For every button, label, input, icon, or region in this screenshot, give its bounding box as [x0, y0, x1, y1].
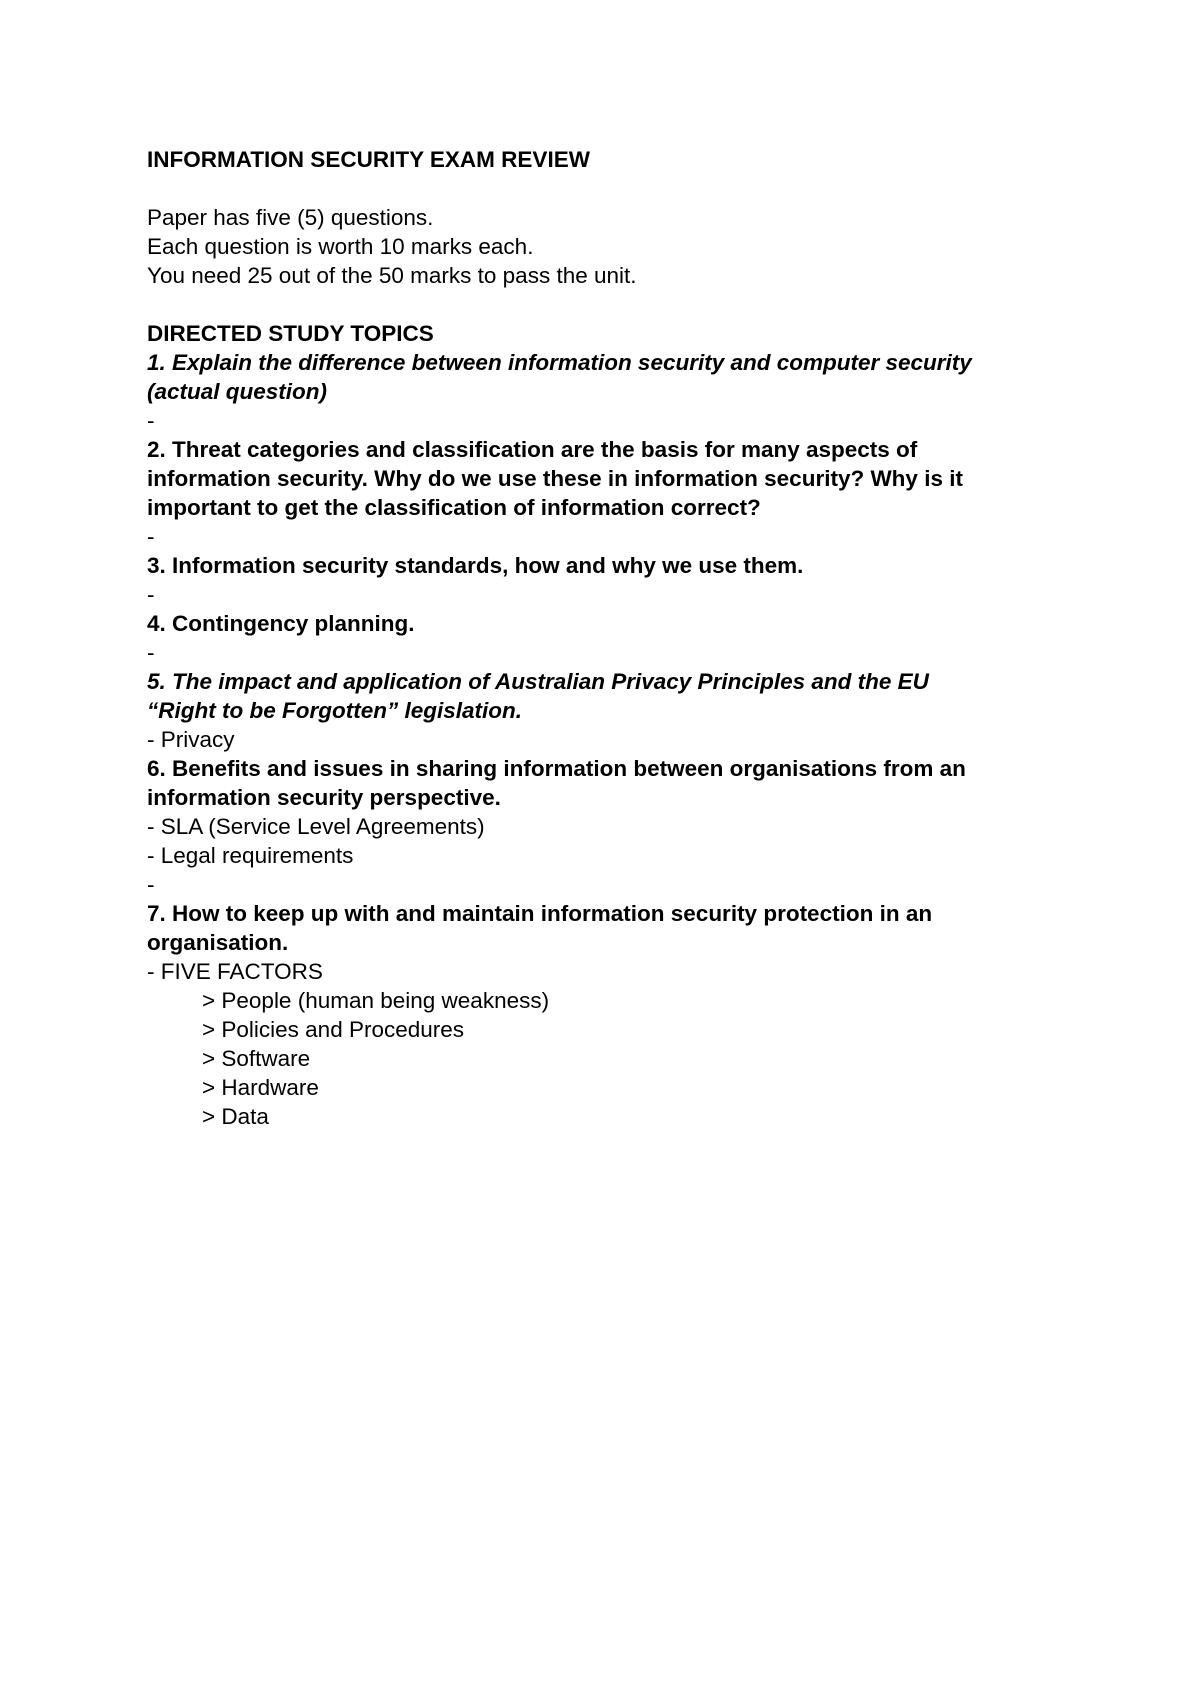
topic-6-line: 6. Benefits and issues in sharing information between organisations from an [147, 756, 966, 781]
spacer [147, 290, 1067, 319]
spacer [147, 174, 1067, 203]
topic-4-note: - [147, 640, 155, 665]
document-body [147, 145, 1067, 1131]
topic-1-line: 1. Explain the difference between information security and computer security [147, 350, 972, 375]
topic-3-note: - [147, 582, 155, 607]
topic-2-note: - [147, 524, 155, 549]
topic-2-line: information security. Why do we use these in information security? Why is it [147, 466, 963, 491]
factor-item: > Policies and Procedures [202, 1017, 465, 1042]
intro-line: You need 25 out of the 50 marks to pass the unit. [147, 263, 637, 288]
factor-item: > Data [202, 1104, 269, 1129]
topic-6-line: information security perspective. [147, 785, 501, 810]
factor-item: > Software [202, 1046, 311, 1071]
intro-line: Each question is worth 10 marks each. [147, 234, 534, 259]
topic-2-line: 2. Threat categories and classification are the basis for many aspects of [147, 437, 918, 462]
intro-line: Paper has five (5) questions. [147, 205, 434, 230]
topic-5-line: 5. The impact and application of Australian Privacy Principles and the EU [147, 669, 929, 694]
topic-6-note: - SLA (Service Level Agreements) [147, 814, 485, 839]
topic-5-note: - Privacy [147, 727, 235, 752]
topic-1-note: - [147, 408, 155, 433]
topic-6-note: - [147, 872, 155, 897]
topic-4-line: 4. Contingency planning. [147, 611, 415, 636]
section-heading: DIRECTED STUDY TOPICS [147, 321, 434, 346]
topic-3-line: 3. Information security standards, how and why we use them. [147, 553, 804, 578]
topic-7-line: 7. How to keep up with and maintain information security protection in an [147, 901, 933, 926]
topic-6-note: - Legal requirements [147, 843, 354, 868]
topic-7-line: organisation. [147, 930, 289, 955]
factor-item: > Hardware [202, 1075, 319, 1100]
factor-item: > People (human being weakness) [202, 988, 550, 1013]
topic-7-note: - FIVE FACTORS [147, 959, 323, 984]
topic-5-line: “Right to be Forgotten” legislation. [147, 698, 522, 723]
topic-1-line: (actual question) [147, 379, 328, 404]
topic-2-line: important to get the classification of information correct? [147, 495, 761, 520]
document-title: INFORMATION SECURITY EXAM REVIEW [147, 147, 590, 172]
